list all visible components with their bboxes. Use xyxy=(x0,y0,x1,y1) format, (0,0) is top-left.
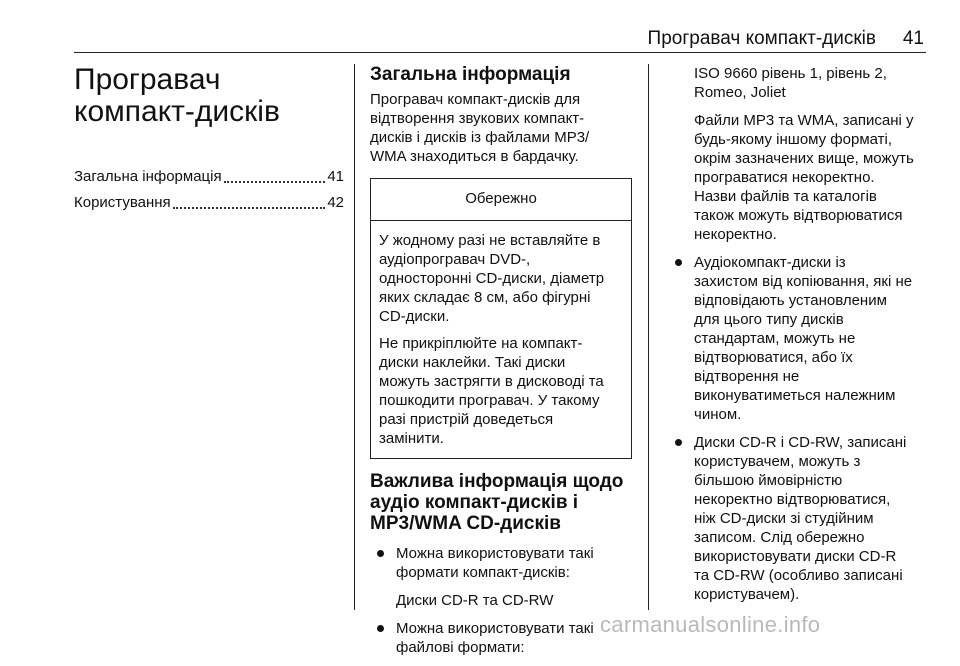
header-title: Програвач компакт-дисків xyxy=(647,28,876,49)
list-item: Диски CD-R і CD-RW, записані користувачем, можуть з більшою ймовірністю некоректно відтворюватися, ніж CD-диски зі студійним записом. Слід обережно використовувати диски CD-R та CD-RW (особливо записані користувачем). xyxy=(668,433,930,604)
chapter-title: Програвач компакт-дисків xyxy=(74,63,280,128)
continued-text: ISO 9660 рівень 1, рівень 2, Romeo, Joliet xyxy=(694,65,887,101)
column-left xyxy=(74,64,344,216)
bullet-icon xyxy=(377,550,384,557)
warning-body xyxy=(371,221,631,458)
bullet-icon xyxy=(675,439,682,446)
bullet-icon xyxy=(377,625,384,632)
toc-entry[interactable] xyxy=(74,190,344,216)
warning-paragraph: У жодному разі не вставляйте в аудіопрогравач DVD-, односторонні CD-диски, діаметр яких складає 8 см, або фігурні CD-диски. xyxy=(379,232,605,325)
column-divider xyxy=(354,64,355,610)
toc-entry-label: Користування xyxy=(74,194,171,211)
intro-paragraph: Програвач компакт-дисків для відтворення звукових компакт- дисків і дисків із файлами MP3/ WMA знаходиться в бардачку. xyxy=(370,91,590,165)
column-middle xyxy=(370,64,632,666)
toc-entry-page: 42 xyxy=(327,194,344,211)
toc-entry-label: Загальна інформація xyxy=(74,168,222,185)
section-heading: Важлива інформація щодо аудіо компакт-дисків і MP3/WMA CD-дисків xyxy=(370,471,624,534)
toc-dot-leader xyxy=(173,190,326,209)
toc-dot-leader xyxy=(224,164,326,183)
column-divider xyxy=(648,64,649,610)
list-item-detail: Диски CD-R та CD-RW xyxy=(396,592,554,609)
list-item: Аудіокомпакт-диски із захистом від копіювання, які не відповідають установленим для цього типу дисків стандартам, можуть не відтворюватися, або їх відтворення не виконуватиметься належним чином. xyxy=(668,253,930,424)
toc-entry-page: 41 xyxy=(327,168,344,185)
bullet-list xyxy=(370,544,632,657)
column-right xyxy=(668,64,930,613)
bullet-icon xyxy=(675,259,682,266)
warning-paragraph: Не прикріплюйте на компакт- диски наклейки. Такі диски можуть застрягти в дисководі та пошкодити програвач. У такому разі пристрій доведеться замінити. xyxy=(379,335,604,447)
page-header xyxy=(74,26,926,53)
list-item: Можна використовувати такі файлові формати: xyxy=(370,619,632,657)
watermark: carmanualsonline.info xyxy=(600,612,821,637)
toc-entry[interactable] xyxy=(74,164,344,190)
warning-box xyxy=(370,178,632,459)
warning-title: Обережно xyxy=(371,179,631,221)
section-heading: Загальна інформація xyxy=(370,64,571,85)
page-number: 41 xyxy=(902,28,924,49)
list-item: Можна використовувати такі формати компакт-дисків: xyxy=(370,544,632,582)
paragraph: Файли MP3 та WMA, записані у будь-якому іншому форматі, окрім зазначених вище, можуть програватися некоректно. Назви файлів та каталогів також можуть відтворюватися некоректно. xyxy=(694,112,914,243)
